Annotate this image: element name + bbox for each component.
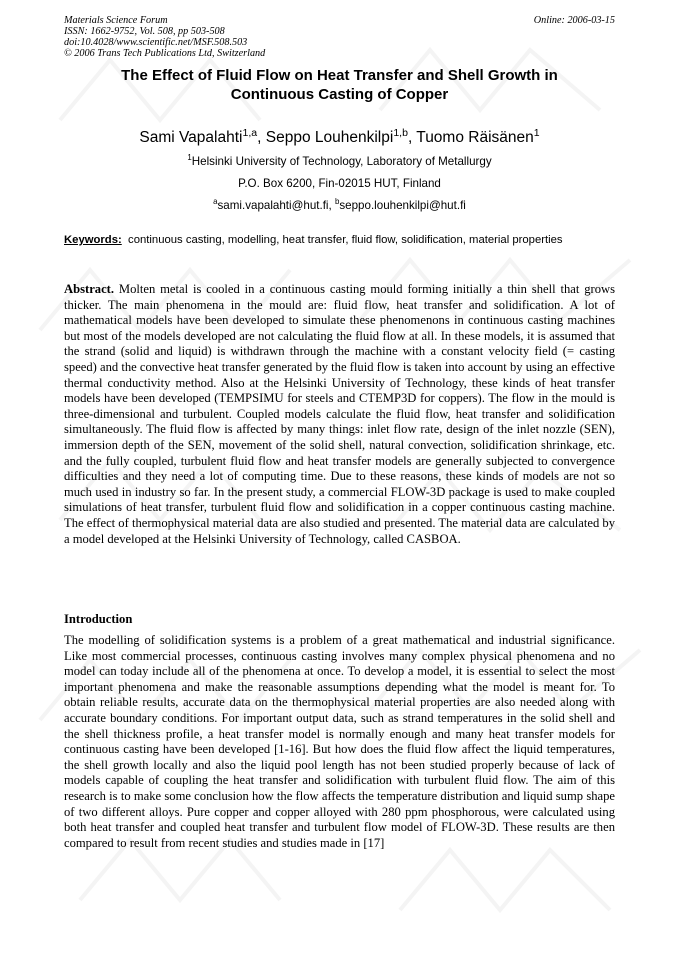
journal-issn: ISSN: 1662-9752, Vol. 508, pp 503-508 [64, 26, 225, 37]
author-list [64, 126, 615, 147]
affiliation-address: P.O. Box 6200, Fin-02015 HUT, Finland [238, 177, 441, 190]
abstract-text: Molten metal is cooled in a continuous casting mould forming initially a thin shell that grows thicker. The main phenomena in the mould are: fluid flow, heat transfer and solidification. A lot of mathematical models have been developed to simulate these phenomenons in continuous casting machines but most of the models developed are not calculating the fluid flow at all. In these models, it is assumed that the strand (solid and liquid) is withdrawn through the machine with a constant velocity field (= casting speed) and the convective heat transfer generated by the fluid flow is taken into account by using an effective thermal conductivity method. Also at the Helsinki University of Technology, these kinds of heat transfer models have been developed (TEMPSIMU for steels and CTEMP3D for coppers). The flow in the mould is three-dimensional and turbulent. Coupled models calculate the fluid flow, heat transfer and solidification simultaneously. The fluid flow is affected by many things: inlet flow rate, design of the inlet nozzle (SEN), immersion depth of the SEN, movement of the solid shell, natural convection, solidification shrinkage, etc. and the fully coupled, turbulent fluid flow and heat transfer models are generally subjected to convergence difficulties and they need a lot of computing time. Due to these reasons, these kinds of models are not so much used in industry so far. In the present study, a commercial FLOW-3D package is used to make coupled simulations of heat transfer, turbulent fluid flow and solidification in a copper continuous casting machine. The effect of thermophysical material data are also studied and presented. The material data are calculated by a model developed at the Helsinki University of Technology, called CASBOA. [64, 282, 615, 546]
institution-name: Helsinki University of Technology, Laboratory of Metallurgy [191, 155, 492, 168]
author-affiliation-marker: 1,a [242, 126, 258, 139]
author-emails [64, 199, 615, 213]
paper-title [64, 66, 615, 104]
introduction-text: The modelling of solidification systems is a problem of a great mathematical and industrial significance. Like most commercial processes, continuous casting involves many complex physical phenomena and no model can today include all of the phenomena at once. To develop a model, it is essential to select the most important phenomena and make the reasonable assumptions depending what the model is meant for. To obtain reliable results, accurate data on the thermophysical material properties are also needed along with accurate boundary conditions. For important output data, such as strand temperatures in the solid shell and the shell thickness profile, a heat transfer model is normally enough and many heat transfer models for continuous casting have been developed [1-16]. But how does the fluid flow affect the liquid temperatures, the shell growth locally and also the liquid pool length has not been studied properly because of lack of models capable of coupling the heat transfer and solidification with turbulent fluid flow. The aim of this research is to make some conclusion how the flow affects the temperature distribution and liquid sump shape of two different alloys. Pure copper and copper alloyed with 280 ppm phosphorous, were calculated using both heat transfer and coupled heat transfer and turbulent flow model of FLOW-3D. These results are then compared to result from recent studies and studies made in [17] [64, 633, 615, 850]
journal-doi: doi:10.4028/www.scientific.net/MSF.508.503 [64, 37, 248, 48]
abstract-label: Abstract. [64, 282, 115, 296]
paper-title-line-2: Continuous Casting of Copper [230, 86, 449, 103]
email-separator: , [328, 199, 335, 212]
journal-name: Materials Science Forum [64, 15, 168, 26]
online-date: Online: 2006-03-15 [533, 15, 615, 26]
author-separator: , [257, 129, 266, 146]
keywords-label: Keywords: [64, 234, 122, 246]
introduction-heading: Introduction [64, 612, 133, 626]
email-marker: a [213, 197, 218, 207]
keywords-section [64, 234, 615, 248]
author-affiliation-marker: 1,b [393, 126, 408, 139]
affiliation-marker: 1 [187, 153, 192, 163]
author-name: Sami Vapalahti [139, 129, 243, 146]
journal-copyright: © 2006 Trans Tech Publications Ltd, Switzerland [64, 48, 266, 59]
paper-title-line-1: The Effect of Fluid Flow on Heat Transfer and Shell Growth in [121, 67, 558, 84]
abstract-section [64, 282, 615, 547]
author-separator: , [407, 129, 417, 146]
author-affiliation-marker: 1 [533, 126, 540, 139]
journal-header [64, 15, 265, 59]
email-marker: b [334, 197, 340, 207]
author-name: Seppo Louhenkilpi [265, 129, 394, 146]
author-name: Tuomo Räisänen [416, 129, 534, 146]
affiliation-institution [64, 155, 615, 169]
keywords-text: continuous casting, modelling, heat transfer, fluid flow, solidification, material properties [128, 234, 563, 246]
email-link[interactable]: seppo.louhenkilpi@hut.fi [339, 199, 466, 212]
email-link[interactable]: sami.vapalahti@hut.fi [217, 199, 329, 212]
